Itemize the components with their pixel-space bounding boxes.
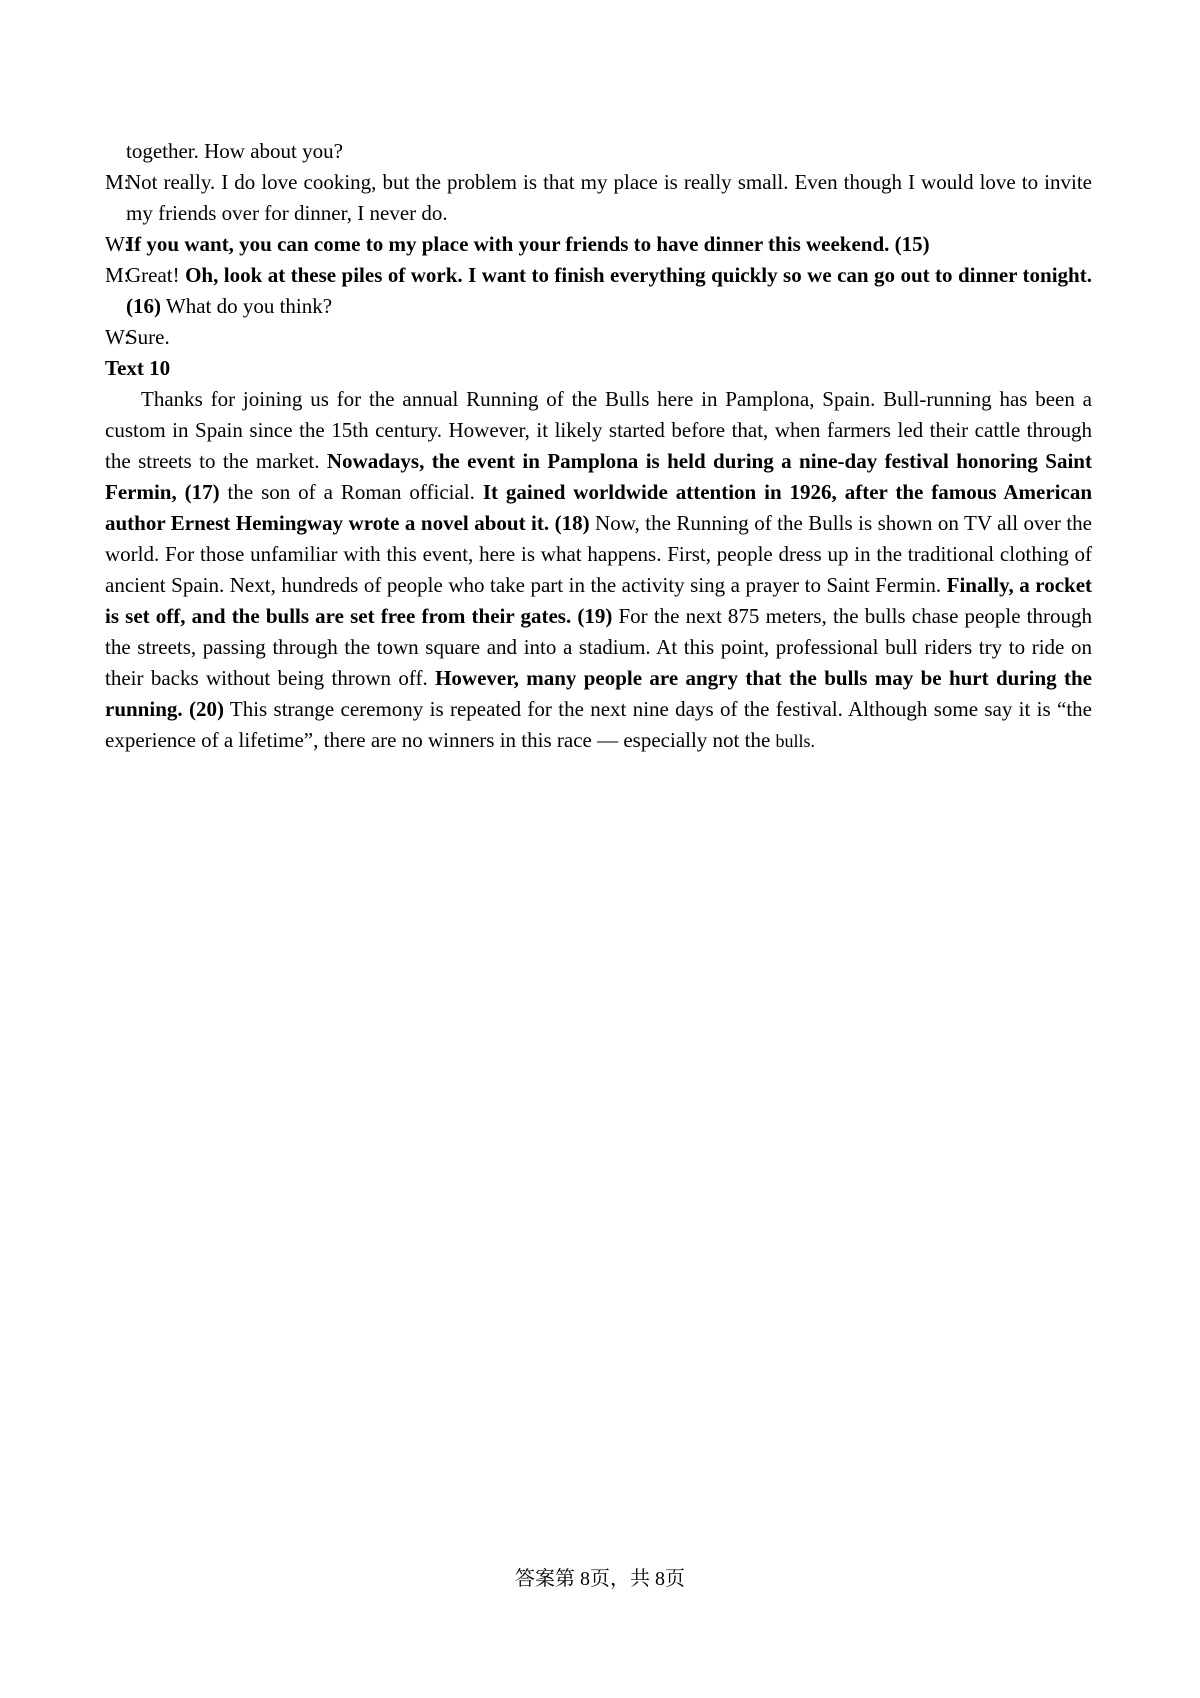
page-footer: 答案第 8页，共 8页 <box>515 1568 685 1590</box>
dialogue-text <box>126 139 343 163</box>
bold-text-segment: Finally, a rocket is set off, and the bulls are set free from their gates. (19) <box>105 573 1093 628</box>
speaker-label: W: <box>105 325 130 349</box>
text-segment: This strange ceremony is repeated for the next nine days of the festival. Although some say it is “the experience of a lifetime”, there are no winners in this race — especially not the <box>105 697 1092 752</box>
dialogue-line <box>105 136 1092 167</box>
dialogue-text <box>126 263 1092 318</box>
transcript-content <box>105 136 1092 757</box>
bold-text-segment: It gained worldwide attention in 1926, after the famous American author Ernest Hemingway wrote a novel about it. (18) <box>105 480 1092 535</box>
text-segment: Now, the Running of the Bulls is shown on TV all over the world. For those unfamiliar with this event, here is what happens. First, people dress up in the traditional clothing of ancient Spain. Next, hundreds of people who take part in the activity sing a prayer to Saint Fermin. <box>105 511 1092 597</box>
text-segment: For the next 875 meters, the bulls chase people through the streets, passing through the town square and into a stadium. At this point, professional bull riders try to ride on their backs without being thrown off. <box>105 604 1092 690</box>
speaker-label: M: <box>105 170 130 194</box>
dialogue-line <box>105 229 1092 260</box>
text-segment: Great! <box>126 263 186 287</box>
text-segment: What do you think? <box>161 294 333 318</box>
dialogue-line <box>105 167 1092 229</box>
text-segment: the son of a Roman official. <box>219 480 483 504</box>
speaker-label: M: <box>105 263 130 287</box>
text-segment: bulls. <box>775 731 816 751</box>
bold-text-segment: Nowadays, the event in Pamplona is held during a nine-day festival honoring Saint Fermin, (17) <box>105 449 1092 504</box>
bold-text-segment: However, many people are angry that the bulls may be hurt during the running. (20) <box>105 666 1092 721</box>
dialogue-text <box>126 325 170 349</box>
dialogue-text <box>126 232 930 256</box>
text10-paragraph <box>105 384 1092 757</box>
speaker-label: W: <box>105 232 130 256</box>
dialogue-line <box>105 260 1092 322</box>
text-segment: together. How about you? <box>126 139 343 163</box>
bold-text-segment: If you want, you can come to my place with your friends to have dinner this weekend. (15) <box>126 232 930 256</box>
dialogue-line <box>105 322 1092 353</box>
text-segment: Not really. I do love cooking, but the problem is that my place is really small. Even though I would love to invite my friends over for dinner, I never do. <box>126 170 1092 225</box>
dialogue-text <box>126 170 1092 225</box>
text-segment: Sure. <box>126 325 170 349</box>
dialogue-section <box>105 136 1092 353</box>
bold-text-segment: Oh, look at these piles of work. I want to finish everything quickly so we can go out to dinner tonight. (16) <box>126 263 1092 318</box>
text10-heading: Text 10 <box>105 356 171 380</box>
text-segment: Thanks for joining us for the annual Running of the Bulls here in Pamplona, Spain. Bull-running has been a custom in Spain since the 15th century. However, it likely started before that, when farmers led their cattle through the streets to the market. <box>105 387 1092 473</box>
